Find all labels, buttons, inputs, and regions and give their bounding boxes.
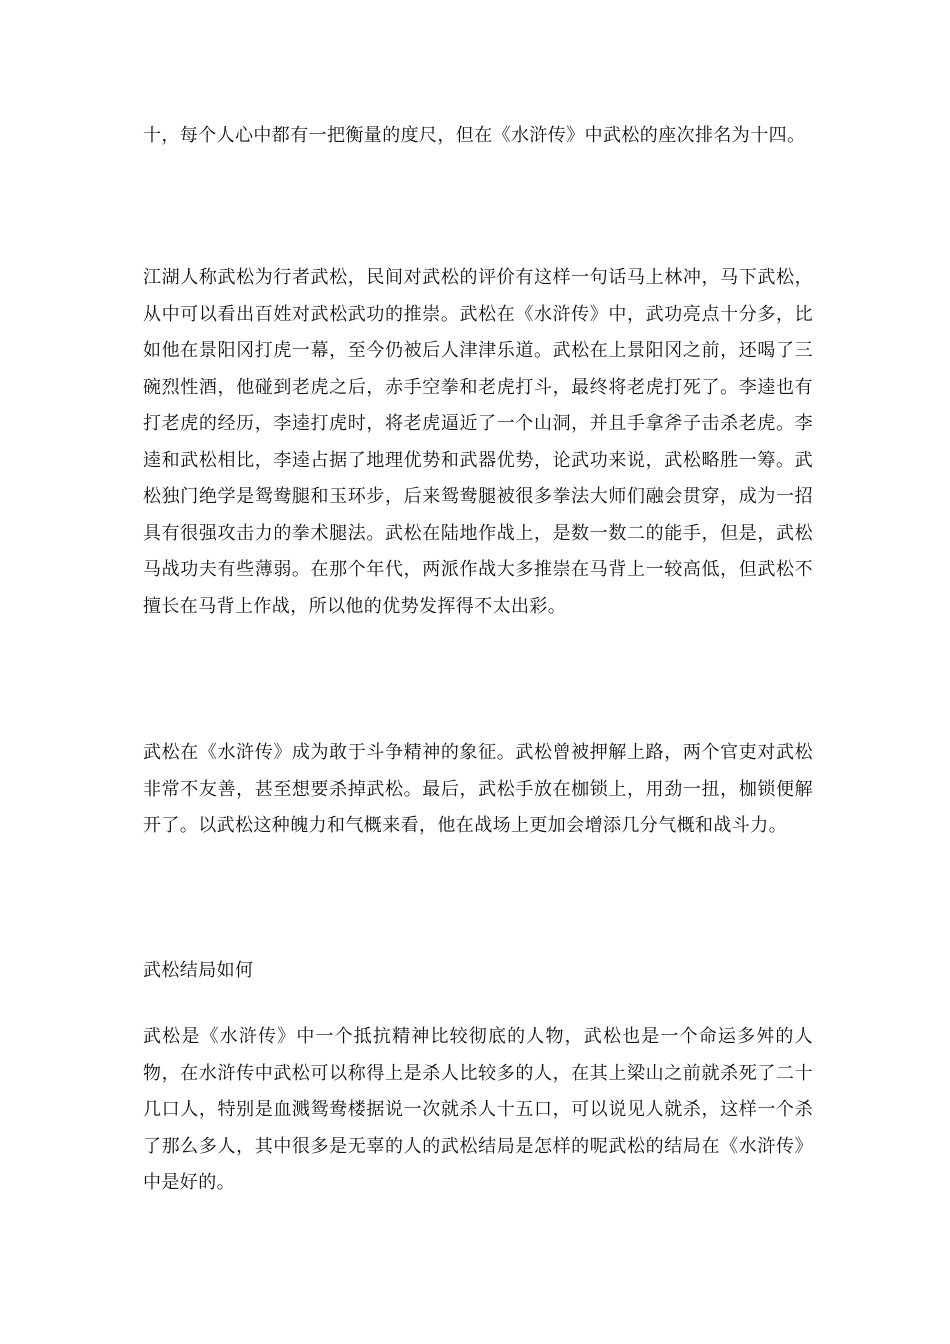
paragraph-ending: 武松是《水浒传》中一个抵抗精神比较彻底的人物，武松也是一个命运多舛的人物，在水浒传中武松可以称得上是杀人比较多的人，在其上梁山之前就杀死了二十几口人，特别是血溅鸳鸯楼据说一次就杀人十五口，可以说见人就杀，这样一个杀了那么多人，其中很多是无辜的人的武松结局是怎样的呢武松的结局在《水浒传》中是好的。 (143, 1026, 813, 1193)
paragraph-fighting-spirit: 武松在《水浒传》成为敢于斗争精神的象征。武松曾被押解上路，两个官吏对武松非常不友善，甚至想要杀掉武松。最后，武松手放在枷锁上，用劲一扭，枷锁便解开了。以武松这种魄力和气概来看，他在战场上更加会增添几分气概和战斗力。 (143, 742, 813, 836)
paragraph-seat-ranking: 十，每个人心中都有一把衡量的度尺，但在《水浒传》中武松的座次排名为十四。 (143, 125, 806, 146)
section-heading-ending: 武松结局如何 (143, 960, 254, 981)
paragraph-martial-arts: 江湖人称武松为行者武松，民间对武松的评价有这样一句话马上林冲，马下武松，从中可以看出百姓对武松武功的推崇。武松在《水浒传》中，武功亮点十分多，比如他在景阳冈打虎一幕，至今仍被后人津津乐道。武松在上景阳冈之前，还喝了三碗烈性酒，他碰到老虎之后，赤手空拳和老虎打斗，最终将老虎打死了。李逵也有打老虎的经历，李逵打虎时，将老虎逼近了一个山洞，并且手拿斧子击杀老虎。李逵和武松相比，李逵占据了地理优势和武器优势，论武功来说，武松略胜一筹。武松独门绝学是鸳鸯腿和玉环步，后来鸳鸯腿被很多拳法大师们融会贯穿，成为一招具有很强攻击力的拳术腿法。武松在陆地作战上，是数一数二的能手，但是，武松马战功夫有些薄弱。在那个年代，两派作战大多推崇在马背上一较高低，但武松不擅长在马背上作战，所以他的优势发挥得不太出彩。 (143, 267, 813, 617)
